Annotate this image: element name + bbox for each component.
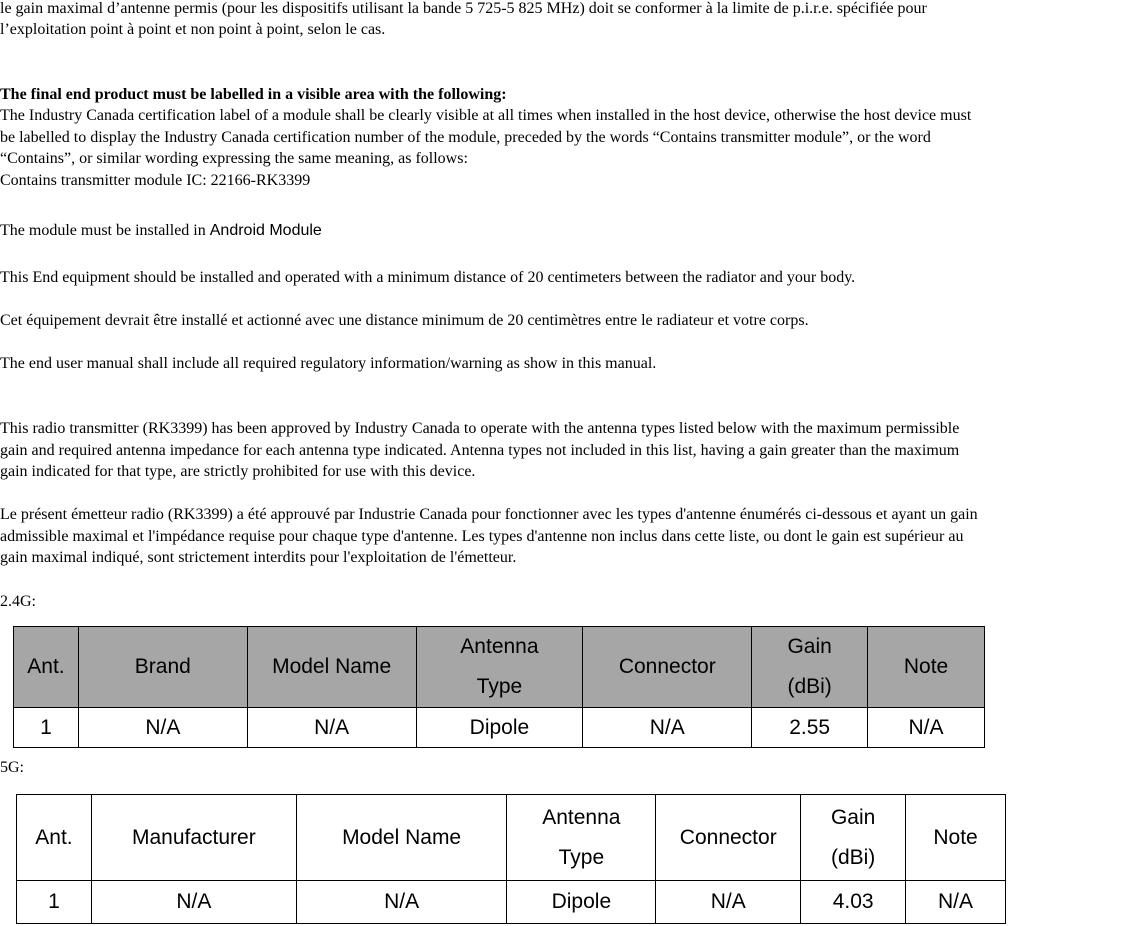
table-row xyxy=(14,708,985,748)
table-header-row xyxy=(17,795,1006,881)
labelling-heading: The final end product must be labelled in a visible area with the following: xyxy=(0,86,507,103)
header-gain-l1: Gain xyxy=(787,635,832,658)
antenna-table-5g xyxy=(16,794,1006,924)
approval-en-line-3: gain indicated for that type, are strictly prohibited for use with this device. xyxy=(0,463,476,480)
manual-note: The end user manual shall include all required regulatory information/warning as show in this manual. xyxy=(0,355,657,372)
header-gain-l1: Gain xyxy=(830,805,876,829)
cell-gain: 4.03 xyxy=(801,881,906,924)
approval-en-line-2: gain and required antenna impedance for each antenna type indicated. Antenna types not included in this list, having a gain greater than the maximum xyxy=(0,442,960,459)
table-24g-label: 2.4G: xyxy=(0,593,36,610)
labelling-line-3: “Contains”, or similar wording expressing the same meaning, as follows: xyxy=(0,150,468,167)
header-connector: Connector xyxy=(583,627,752,708)
header-gain-l2: (dBi) xyxy=(830,845,876,869)
cell-connector: N/A xyxy=(656,881,801,924)
cell-model-name: N/A xyxy=(247,708,416,748)
cell-note: N/A xyxy=(868,708,985,748)
cell-ant: 1 xyxy=(14,708,79,748)
header-model-name: Model Name xyxy=(296,795,507,881)
cell-manufacturer: N/A xyxy=(91,881,296,924)
table-row xyxy=(17,881,1006,924)
antenna-table-24g xyxy=(13,626,985,748)
cell-connector: N/A xyxy=(583,708,752,748)
cell-ant: 1 xyxy=(17,881,92,924)
table-5g-label: 5G: xyxy=(0,759,24,776)
header-antenna-type-l1: Antenna xyxy=(460,635,539,658)
header-gain-l2: (dBi) xyxy=(787,675,832,698)
header-model-name: Model Name xyxy=(247,627,416,708)
cell-antenna-type: Dipole xyxy=(416,708,583,748)
install-prefix: The module must be installed in xyxy=(0,222,206,239)
header-note: Note xyxy=(906,795,1006,881)
header-ant: Ant. xyxy=(14,627,79,708)
cell-gain: 2.55 xyxy=(752,708,868,748)
cell-antenna-type: Dipole xyxy=(507,881,656,924)
intro-line-1: le gain maximal d’antenne permis (pour les dispositifs utilisant la bande 5 725-5 825 MHz) doit se conformer à la limite de p.i.r.e. spécifiée pour xyxy=(0,0,927,17)
header-antenna-type xyxy=(416,627,583,708)
approval-fr-line-3: gain maximal indiqué, sont strictement interdits pour l'exploitation de l'émetteur. xyxy=(0,549,517,566)
table-header-row xyxy=(14,627,985,708)
header-note: Note xyxy=(868,627,985,708)
intro-line-2: l’exploitation point à point et non point à point, selon le cas. xyxy=(0,21,386,38)
header-antenna-type-l2: Type xyxy=(558,845,605,869)
approval-fr-line-2: admissible maximal et l'impédance requise pour chaque type d'antenne. Les types d'antenne non inclus dans cette liste, ou dont le gain est supérieur au xyxy=(0,528,964,545)
labelling-line-2: be labelled to display the Industry Canada certification number of the module, preceded by the words “Contains transmitter module”, or the word xyxy=(0,129,931,146)
labelling-line-1: The Industry Canada certification label of a module shall be clearly visible at all times when installed in the host device, otherwise the host device must xyxy=(0,107,972,124)
header-gain xyxy=(801,795,906,881)
header-antenna-type-l1: Antenna xyxy=(542,805,621,829)
approval-en-line-1: This radio transmitter (RK3399) has been approved by Industry Canada to operate with the antenna types listed below with the maximum permissible xyxy=(0,420,960,437)
header-antenna-type-l2: Type xyxy=(476,675,523,698)
header-ant: Ant. xyxy=(17,795,92,881)
cell-note: N/A xyxy=(906,881,1006,924)
header-gain xyxy=(752,627,868,708)
approval-fr-line-1: Le présent émetteur radio (RK3399) a été approuvé par Industrie Canada pour fonctionner avec les types d'antenne énumérés ci-dessous et ayant un gain xyxy=(0,506,978,523)
header-connector: Connector xyxy=(656,795,801,881)
distance-fr: Cet équipement devrait être installé et actionné avec une distance minimum de 20 centimètres entre le radiateur et votre corps. xyxy=(0,312,809,329)
header-brand: Brand xyxy=(78,627,247,708)
header-manufacturer: Manufacturer xyxy=(91,795,296,881)
ic-number-line: Contains transmitter module IC: 22166-RK3399 xyxy=(0,172,311,189)
install-target: Android Module xyxy=(209,222,322,239)
header-antenna-type xyxy=(507,795,656,881)
distance-en: This End equipment should be installed and operated with a minimum distance of 20 centimeters between the radiator and your body. xyxy=(0,269,856,286)
install-line xyxy=(0,220,322,242)
cell-model-name: N/A xyxy=(296,881,507,924)
cell-brand: N/A xyxy=(78,708,247,748)
